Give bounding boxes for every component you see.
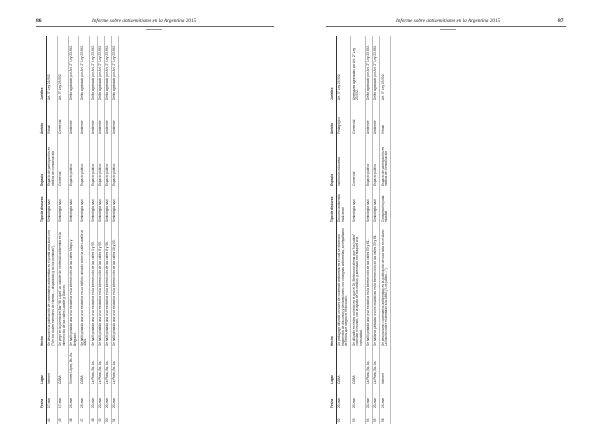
cell-tipo: Simbología nazi xyxy=(68,188,79,224)
cell-tipo: Discurso antisemita tradicional xyxy=(336,188,351,224)
cell-juridico: Art. 3° Ley 23.592. xyxy=(336,36,351,102)
left-running-title: Informe sobre antisemitismo en la Argentina 2015 xyxy=(92,18,197,24)
cell-espacio: Espacio público xyxy=(79,136,90,188)
cell-hecho: Se hallaron pintadas cruces esvásticas en la intersección de las calles 53 y 61. xyxy=(373,224,380,348)
cell-n: 53 xyxy=(351,410,366,424)
cell-fecha: 20-mar xyxy=(351,386,366,410)
cell-tipo: Simbología nazi xyxy=(373,188,380,224)
right-col-header: Ámbito xyxy=(330,102,336,136)
cell-lugar: CABA xyxy=(336,348,351,386)
cell-lugar: La Plata, Bs. As. xyxy=(111,348,118,386)
left-col-header: Jurídico xyxy=(40,36,46,102)
left-col-header: Lugar xyxy=(40,348,46,386)
cell-ambito: Ambiente xyxy=(90,102,97,136)
cell-fecha: 20-mar xyxy=(90,386,97,410)
cell-espacio: Espacio público xyxy=(373,136,380,188)
table-row xyxy=(336,36,351,424)
cell-n: 56 xyxy=(380,410,391,424)
cell-hecho: Se denunciaron comentarios antisemitas en la publicación de una nota en el diario La Nación sobre el atentado a la AMIA ("Los judíos ..."). xyxy=(380,224,391,348)
cell-fecha: 20-mar xyxy=(373,386,380,410)
left-col-header: Hecho xyxy=(40,224,46,348)
left-incidents-table xyxy=(40,36,119,424)
cell-juridico: Delito agravado por Art. 2° Ley 23.592. xyxy=(68,36,79,102)
cell-hecho: Se halló pintada una cruz esvástica en la intersección de las calles Maipú y Belgrano. xyxy=(68,224,79,348)
cell-juridico: Delito agravado por Art. 2° Ley 23.592. xyxy=(97,36,104,102)
cell-tipo: Simbología nazi xyxy=(79,188,90,224)
left-col-header: Ámbito xyxy=(40,102,46,136)
cell-espacio: Espacio público xyxy=(97,136,104,188)
right-incidents-table xyxy=(330,36,391,424)
cell-espacio: Comercial xyxy=(351,136,366,188)
cell-n: 47 xyxy=(79,410,90,424)
cell-tipo: Simbología nazi xyxy=(111,188,118,224)
cell-lugar: La Plata, Bs. As. xyxy=(373,348,380,386)
cell-hecho: Se halló pintada una cruz esvástica en la intersección de las calles 1 y 55. xyxy=(90,224,97,348)
cell-fecha: 20-mar xyxy=(97,386,104,410)
cell-fecha: 25-mar xyxy=(79,386,90,410)
cell-fecha: 20-mar xyxy=(104,386,111,410)
right-col-header: Tipo de discurso xyxy=(330,188,336,224)
table-row xyxy=(104,36,111,424)
table-row xyxy=(57,36,68,424)
cell-lugar: La Plata, Bs. As. xyxy=(97,348,104,386)
table-row xyxy=(46,36,57,424)
cell-ambito: Comercial xyxy=(57,102,68,136)
cell-n: 51 xyxy=(111,410,118,424)
right-col-header: Espacio xyxy=(330,136,336,188)
table-row xyxy=(68,36,79,424)
cell-tipo: Conspiración judía mundial xyxy=(380,188,391,224)
left-col-header: Tipo de discurso xyxy=(40,188,46,224)
cell-ambito: Comercial xyxy=(351,102,366,136)
right-page xyxy=(300,0,600,435)
cell-n: 48 xyxy=(90,410,97,424)
cell-ambito: Ambiente xyxy=(68,102,79,136)
cell-espacio: Espacio público xyxy=(68,136,79,188)
cell-hecho: Se halló pintada una cruz esvástica en la intersección de las calles 8 y 55. xyxy=(97,224,104,348)
cell-espacio: Comercial xyxy=(57,136,68,188)
cell-fecha: 20-mar xyxy=(336,386,351,410)
cell-espacio: Espacio público xyxy=(90,136,97,188)
table-row xyxy=(351,36,366,424)
cell-tipo: Simbología nazi xyxy=(57,188,68,224)
cell-juridico: Delito agravado por Art. 2° Ley 23.592. xyxy=(104,36,111,102)
cell-ambito: Virtual xyxy=(380,102,391,136)
cell-n: 52 xyxy=(336,410,351,424)
left-header-rule xyxy=(36,26,274,27)
cell-lugar: Vicente López, Bs. As. xyxy=(68,348,79,386)
cell-lugar: La Plata, Bs. As. xyxy=(104,348,111,386)
cell-espacio: Espacio de participación en medios de comunicación xyxy=(46,136,57,188)
cell-hecho: Se halló pintada una cruz esvástica en la intersección de las calles 8 y 56. xyxy=(104,224,111,348)
right-col-header: Lugar xyxy=(330,348,336,386)
cell-espacio: Espacio público xyxy=(104,136,111,188)
left-col-header: Espacio xyxy=(40,136,46,188)
cell-espacio: Espacio público xyxy=(366,136,373,188)
cell-fecha: 20-mar xyxy=(111,386,118,410)
cell-n: 55 xyxy=(373,410,380,424)
cell-n: 46 xyxy=(68,410,79,424)
cell-tipo: Simbología nazi xyxy=(46,188,57,224)
table-row xyxy=(380,36,391,424)
cell-hecho: Se denunció la publicación de comentarios antisemitas en el portal www.kunt.com ("Ver los cuales miembros de Hamás ... disparando y no los nombran"). xyxy=(46,224,57,348)
cell-ambito: Ambiente xyxy=(373,102,380,136)
cell-n: 45 xyxy=(57,410,68,424)
cell-ambito: Ambiente xyxy=(79,102,90,136)
right-col-header: Jurídico xyxy=(330,36,336,102)
cell-juridico: Delito agravado por Art. 2° Ley 23.592. xyxy=(111,36,118,102)
cell-hecho: Se pegó en la puerta del Bar "Mi Lujan" un volante de contenido antisemita en la intersección de las calles Lavalle y Gascón. xyxy=(57,224,68,348)
right-header-short-rule xyxy=(440,29,456,30)
cell-fecha: 20-mar xyxy=(366,386,373,410)
cell-espacio: Espacio de participación en medios de comunicación xyxy=(380,136,391,188)
cell-juridico: Art. 3° Ley 23.592. xyxy=(380,36,391,102)
cell-hecho: Un pedagogo difundió un video de contenido antisemita en el cual se observan fragmentos de discursos y declaraciones con consignas antisemitas, acompañados de textos que niegan el Holocausto. xyxy=(336,224,351,348)
cell-espacio: Espacio público xyxy=(111,136,118,188)
cell-juridico: Art. 3° Ley 23.592. xyxy=(46,36,57,102)
cell-ambito: Virtual xyxy=(46,102,57,136)
cell-lugar: CABA xyxy=(79,348,90,386)
cell-n: 54 xyxy=(366,410,373,424)
cell-hecho: Se halló pintada una cruz esvástica en la intersección de las calles 53 y 61. xyxy=(366,224,373,348)
cell-n: 50 xyxy=(104,410,111,424)
cell-ambito: Ambiente xyxy=(97,102,104,136)
cell-tipo: Simbología nazi xyxy=(351,188,366,224)
right-page-number: 87 xyxy=(558,18,564,24)
cell-juridico: Delito agravado por Art. 2° Ley 23.592. xyxy=(79,36,90,102)
cell-lugar: Internet xyxy=(46,348,57,386)
cell-espacio: Institución educativa xyxy=(336,136,351,188)
right-col-header: Fecha xyxy=(330,386,336,410)
cell-lugar: CABA xyxy=(351,348,366,386)
cell-hecho: Se difundió en redes un texto en el que el Dr. Berlusconi afirma que "los judíos" controlan el mundo, con la ayuda de los medios, y amenaza con ataques a la comunidad. xyxy=(351,224,366,348)
cell-ambito: Ambiente xyxy=(366,102,373,136)
cell-fecha: 17-mar xyxy=(57,386,68,410)
cell-n: 44 xyxy=(46,410,57,424)
cell-juridico: Art. 3° Ley 23.592. xyxy=(57,36,68,102)
cell-lugar: CABA xyxy=(57,348,68,386)
cell-tipo: Simbología nazi xyxy=(104,188,111,224)
right-running-title: Informe sobre antisemitismo en la Argentina 2015 xyxy=(396,18,501,24)
cell-juridico: Delito agravado por Art. 2° Ley 23.592. xyxy=(90,36,97,102)
left-page-number: 86 xyxy=(36,18,42,24)
cell-hecho: Se halló pintada una cruz esvástica en la intersección de las calles 10 y 55. xyxy=(111,224,118,348)
cell-lugar: La Plata, Bs. As. xyxy=(366,348,373,386)
cell-juridico: Delito agravado por Art. 2° Ley 23.592. xyxy=(373,36,380,102)
left-header-short-rule xyxy=(146,29,162,30)
left-rotated-table xyxy=(40,36,119,424)
cell-fecha: 24-mar xyxy=(68,386,79,410)
table-row xyxy=(111,36,118,424)
table-row xyxy=(366,36,373,424)
cell-fecha: 24-mar xyxy=(380,386,391,410)
cell-tipo: Simbología nazi xyxy=(90,188,97,224)
table-row xyxy=(97,36,104,424)
table-row xyxy=(79,36,90,424)
left-col-header: Fecha xyxy=(40,386,46,410)
cell-juridico: Amenazas agravadas por Art. 2° Ley 23.592. xyxy=(351,36,366,102)
cell-ambito: Ambiente xyxy=(104,102,111,136)
right-rotated-table xyxy=(330,36,391,424)
cell-tipo: Simbología nazi xyxy=(97,188,104,224)
cell-fecha: 17-mar xyxy=(46,386,57,410)
cell-ambito: Pedagógico xyxy=(336,102,351,136)
cell-lugar: La Plata, Bs. As. xyxy=(90,348,97,386)
cell-lugar: Internet xyxy=(380,348,391,386)
right-header-rule xyxy=(326,26,566,27)
table-row xyxy=(373,36,380,424)
cell-hecho: Se halló pintada una cruz esvástica en un edificio ubicado sobre la calle Lavalle al 4000. xyxy=(79,224,90,348)
right-col-header: Hecho xyxy=(330,224,336,348)
cell-tipo: Simbología nazi xyxy=(366,188,373,224)
table-row xyxy=(90,36,97,424)
cell-n: 49 xyxy=(97,410,104,424)
cell-juridico: Delito agravado por Art. 2° Ley 23.592. xyxy=(366,36,373,102)
cell-ambito: Ambiente xyxy=(111,102,118,136)
